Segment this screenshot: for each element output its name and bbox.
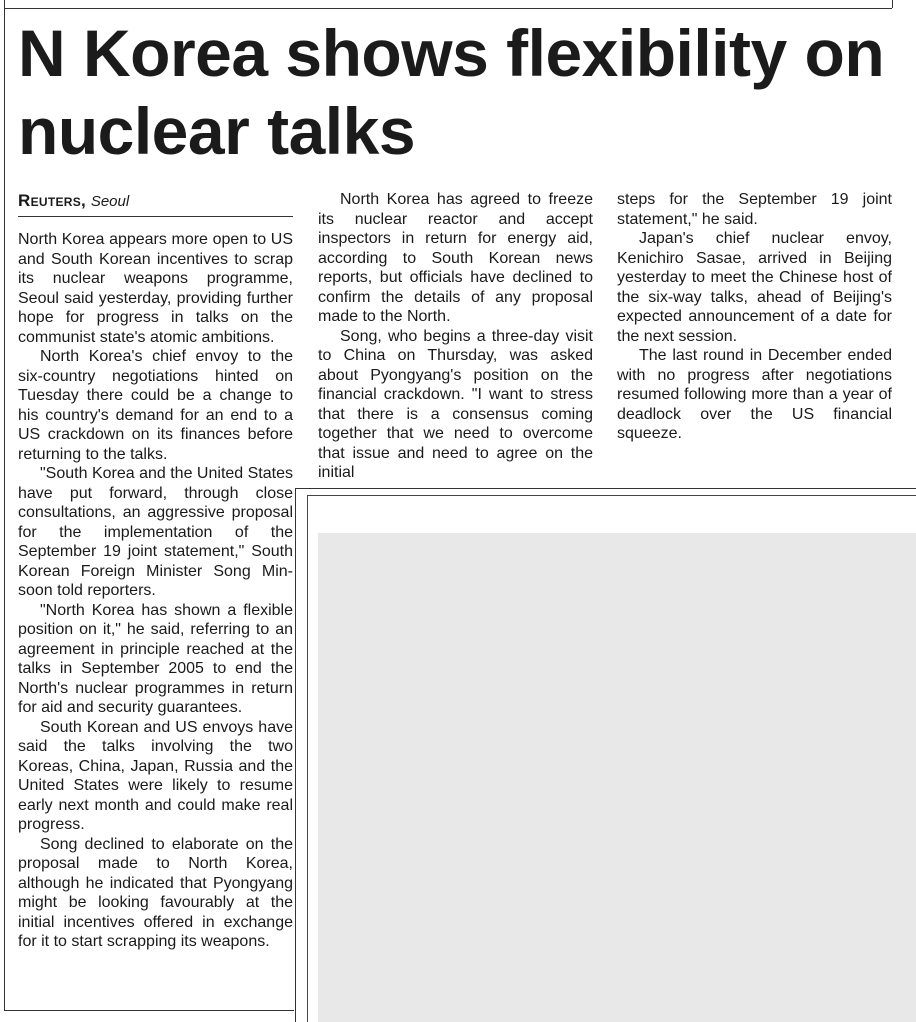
- byline-agency: Reuters,: [18, 191, 87, 210]
- article-column-1: [18, 230, 293, 952]
- paragraph: Song declined to elaborate on the proposal made to North Korea, although he indicated that Pyongyang might be looking favourably at the initial incentives offered in exchange for it to start scrapping its weapons.: [18, 835, 293, 950]
- byline: [18, 190, 293, 217]
- article-column-3: [617, 190, 892, 444]
- paragraph: steps for the September 19 joint statement," he said.: [617, 191, 892, 228]
- page-frame-right-rule: [892, 0, 893, 8]
- paragraph: North Korea has agreed to freeze its nuclear reactor and accept inspectors in return for energy aid, according to South Korean news reports, but officials have declined to confirm the details of any proposal made to the North.: [318, 191, 593, 325]
- paragraph: "South Korea and the United States have put forward, through close consultations, an aggressive proposal for the implementation of the September 19 joint statement," South Korean Foreign Minister Song Min-soon told reporters.: [18, 465, 293, 599]
- byline-rule: [18, 216, 293, 217]
- byline-place: Seoul: [90, 193, 130, 210]
- photo-placeholder: [318, 533, 916, 1022]
- paragraph: Japan's chief nuclear envoy, Kenichiro Sasae, arrived in Beijing yesterday to meet the Chinese host of the six-way talks, ahead of Beijing's expected announcement of a date for the next session.: [617, 230, 892, 345]
- headline: N Korea shows flexibility on nuclear talks: [18, 16, 885, 168]
- paragraph: Song, who begins a three-day visit to China on Thursday, was asked about Pyongyang's position on the financial crackdown. "I want to stress that there is a consensus coming together that we need to overcome that issue and need to agree on the initial: [318, 327, 593, 481]
- paragraph: South Korean and US envoys have said the talks involving the two Koreas, China, Japan, Russia and the United States were likely to resume early next month and could make real progress.: [18, 718, 293, 833]
- paragraph: "North Korea has shown a flexible position on it," he said, referring to an agreement in principle reached at the talks in September 2005 to end the North's nuclear programmes in return for aid and security guarantees.: [18, 601, 293, 716]
- column-divider-rule: [295, 488, 296, 1022]
- page-frame-top-rule: [4, 8, 892, 9]
- photo-top-rule: [296, 488, 916, 489]
- paragraph: North Korea appears more open to US and South Korean incentives to scrap its nuclear weapons programme, Seoul said yesterday, providing further hope for progress in talks on the communist state's atomic ambitions.: [18, 231, 293, 346]
- paragraph: North Korea's chief envoy to the six-country negotiations hinted on Tuesday there could be a change to his country's demand for an end to a US crackdown on its finances before returning to the talks.: [18, 348, 293, 463]
- article-column-2: [318, 190, 593, 483]
- page-frame-left-rule: [4, 0, 5, 1010]
- column-bottom-rule: [4, 1010, 294, 1011]
- paragraph: The last round in December ended with no progress after negotiations resumed following more than a year of deadlock over the US financial squeeze.: [617, 347, 892, 442]
